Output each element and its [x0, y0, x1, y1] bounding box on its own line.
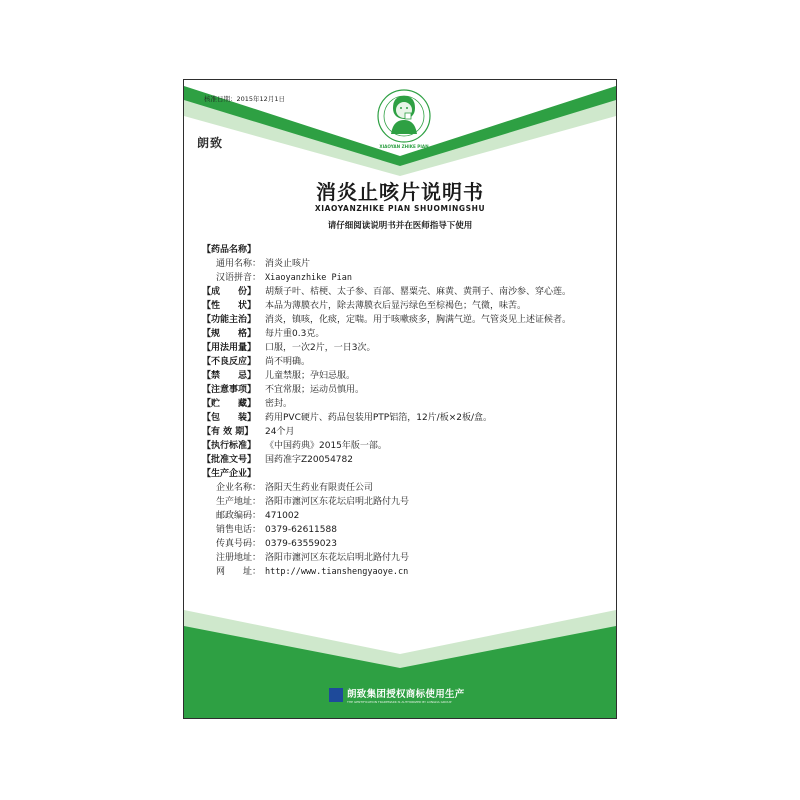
info-value: 消炎止咳片 — [265, 259, 311, 269]
info-label: 【贮 藏】 — [202, 399, 257, 409]
footer-text: 朗致集团授权商标使用生产 — [347, 689, 465, 700]
info-row — [202, 467, 612, 481]
info-row — [202, 285, 612, 299]
info-value: 消炎，镇咳，化痰，定喘。用于咳嗽痰多，胸满气逆。气管炎见上述证候者。 — [265, 315, 572, 325]
footer-band — [329, 686, 471, 710]
info-label: 【有 效 期】 — [202, 427, 254, 437]
info-label: 企业名称： — [216, 483, 262, 493]
info-row — [202, 341, 612, 355]
leaflet-sheet — [183, 79, 617, 719]
info-row — [202, 313, 612, 327]
footer-logo-icon — [329, 688, 343, 702]
info-value: 儿童禁服；孕妇忌服。 — [265, 371, 356, 381]
info-value: 不宜常服；运动员慎用。 — [265, 385, 365, 395]
info-value: 0379-62611588 — [265, 525, 337, 535]
info-label: 【性 状】 — [202, 301, 257, 311]
info-row — [202, 565, 612, 579]
info-label: 【批准文号】 — [202, 455, 257, 465]
info-value: 胡颓子叶、桔梗、太子参、百部、罂粟壳、麻黄、黄荆子、南沙参、穿心莲。 — [265, 287, 572, 297]
info-label: 【生产企业】 — [202, 469, 257, 479]
info-row — [202, 271, 612, 285]
logo-ring-text: XIAOYAN ZHIKE PIAN — [379, 144, 429, 149]
info-row — [202, 551, 612, 565]
info-label: 【用法用量】 — [202, 343, 257, 353]
footer-small-text: THE GENTIFICATION TRADEMARK IS AUTHORIZED BY LONGDA GROUP — [347, 700, 452, 704]
info-label: 【成 份】 — [202, 287, 257, 297]
info-label: 生产地址： — [216, 497, 262, 507]
info-label: 【禁 忌】 — [202, 371, 257, 381]
approval-date: 核准日期：2015年12月1日 — [204, 95, 285, 103]
info-row — [202, 523, 612, 537]
pinyin-title: XIAOYANZHIKE PIAN SHUOMINGSHU — [314, 204, 486, 213]
info-row — [202, 257, 612, 271]
info-value: 洛阳市瀍河区东花坛启明北路付九号 — [265, 553, 410, 563]
info-value: 口服，一次2片，一日3次。 — [265, 343, 376, 353]
info-row — [202, 411, 612, 425]
child-drinking-icon — [369, 86, 439, 162]
info-value: 国药准字Z20054782 — [265, 455, 353, 465]
info-row — [202, 327, 612, 341]
info-row — [202, 299, 612, 313]
info-label: 【包 装】 — [202, 413, 257, 423]
brand-name: 朗致 — [197, 136, 224, 150]
info-label: 【功能主治】 — [202, 315, 257, 325]
info-value: 24个月 — [265, 427, 295, 437]
info-label: 【规 格】 — [202, 329, 257, 339]
info-label: 传真号码： — [216, 539, 262, 549]
info-label: 通用名称： — [216, 259, 262, 269]
info-label: 【不良反应】 — [202, 357, 257, 367]
info-row — [202, 355, 612, 369]
page-title: 消炎止咳片说明书 — [316, 180, 484, 204]
info-row — [202, 453, 612, 467]
info-row — [202, 369, 612, 383]
info-value: 洛阳天生药业有限责任公司 — [265, 483, 374, 493]
info-row — [202, 495, 612, 509]
info-value: 密封。 — [265, 399, 293, 409]
info-row — [202, 425, 612, 439]
info-label: 【执行标准】 — [202, 441, 257, 451]
info-value: 每片重0.3克。 — [265, 329, 325, 339]
info-label: 销售电话： — [216, 525, 262, 535]
info-label: 汉语拼音： — [216, 273, 262, 283]
info-label: 注册地址： — [216, 553, 262, 563]
info-row — [202, 481, 612, 495]
info-label: 邮政编码： — [216, 511, 262, 521]
info-value: 洛阳市瀍河区东花坛启明北路付九号 — [265, 497, 410, 507]
info-value: 0379-63559023 — [265, 539, 337, 549]
info-row — [202, 243, 612, 257]
subtitle: 请仔细阅读说明书并在医师指导下使用 — [327, 221, 473, 231]
info-value: Xiaoyanzhike Pian — [265, 273, 352, 283]
info-value: 药用PVC硬片、药品包装用PTP铝箔，12片/板×2板/盒。 — [265, 413, 493, 423]
leaflet-content — [202, 243, 612, 579]
info-label: 【药品名称】 — [202, 245, 257, 255]
info-label: 【注意事项】 — [202, 385, 257, 395]
info-value: 471002 — [265, 511, 300, 521]
info-label: 网 址： — [216, 567, 262, 577]
info-row — [202, 439, 612, 453]
info-value: 本品为薄膜衣片，除去薄膜衣后显污绿色至棕褐色；气微，味苦。 — [265, 301, 527, 311]
info-value: 尚不明确。 — [265, 357, 311, 367]
info-row — [202, 397, 612, 411]
info-value: 《中国药典》2015年版一部。 — [265, 441, 387, 451]
info-value: http://www.tianshengyaoye.cn — [265, 567, 409, 577]
info-row — [202, 383, 612, 397]
info-row — [202, 537, 612, 551]
info-row — [202, 509, 612, 523]
